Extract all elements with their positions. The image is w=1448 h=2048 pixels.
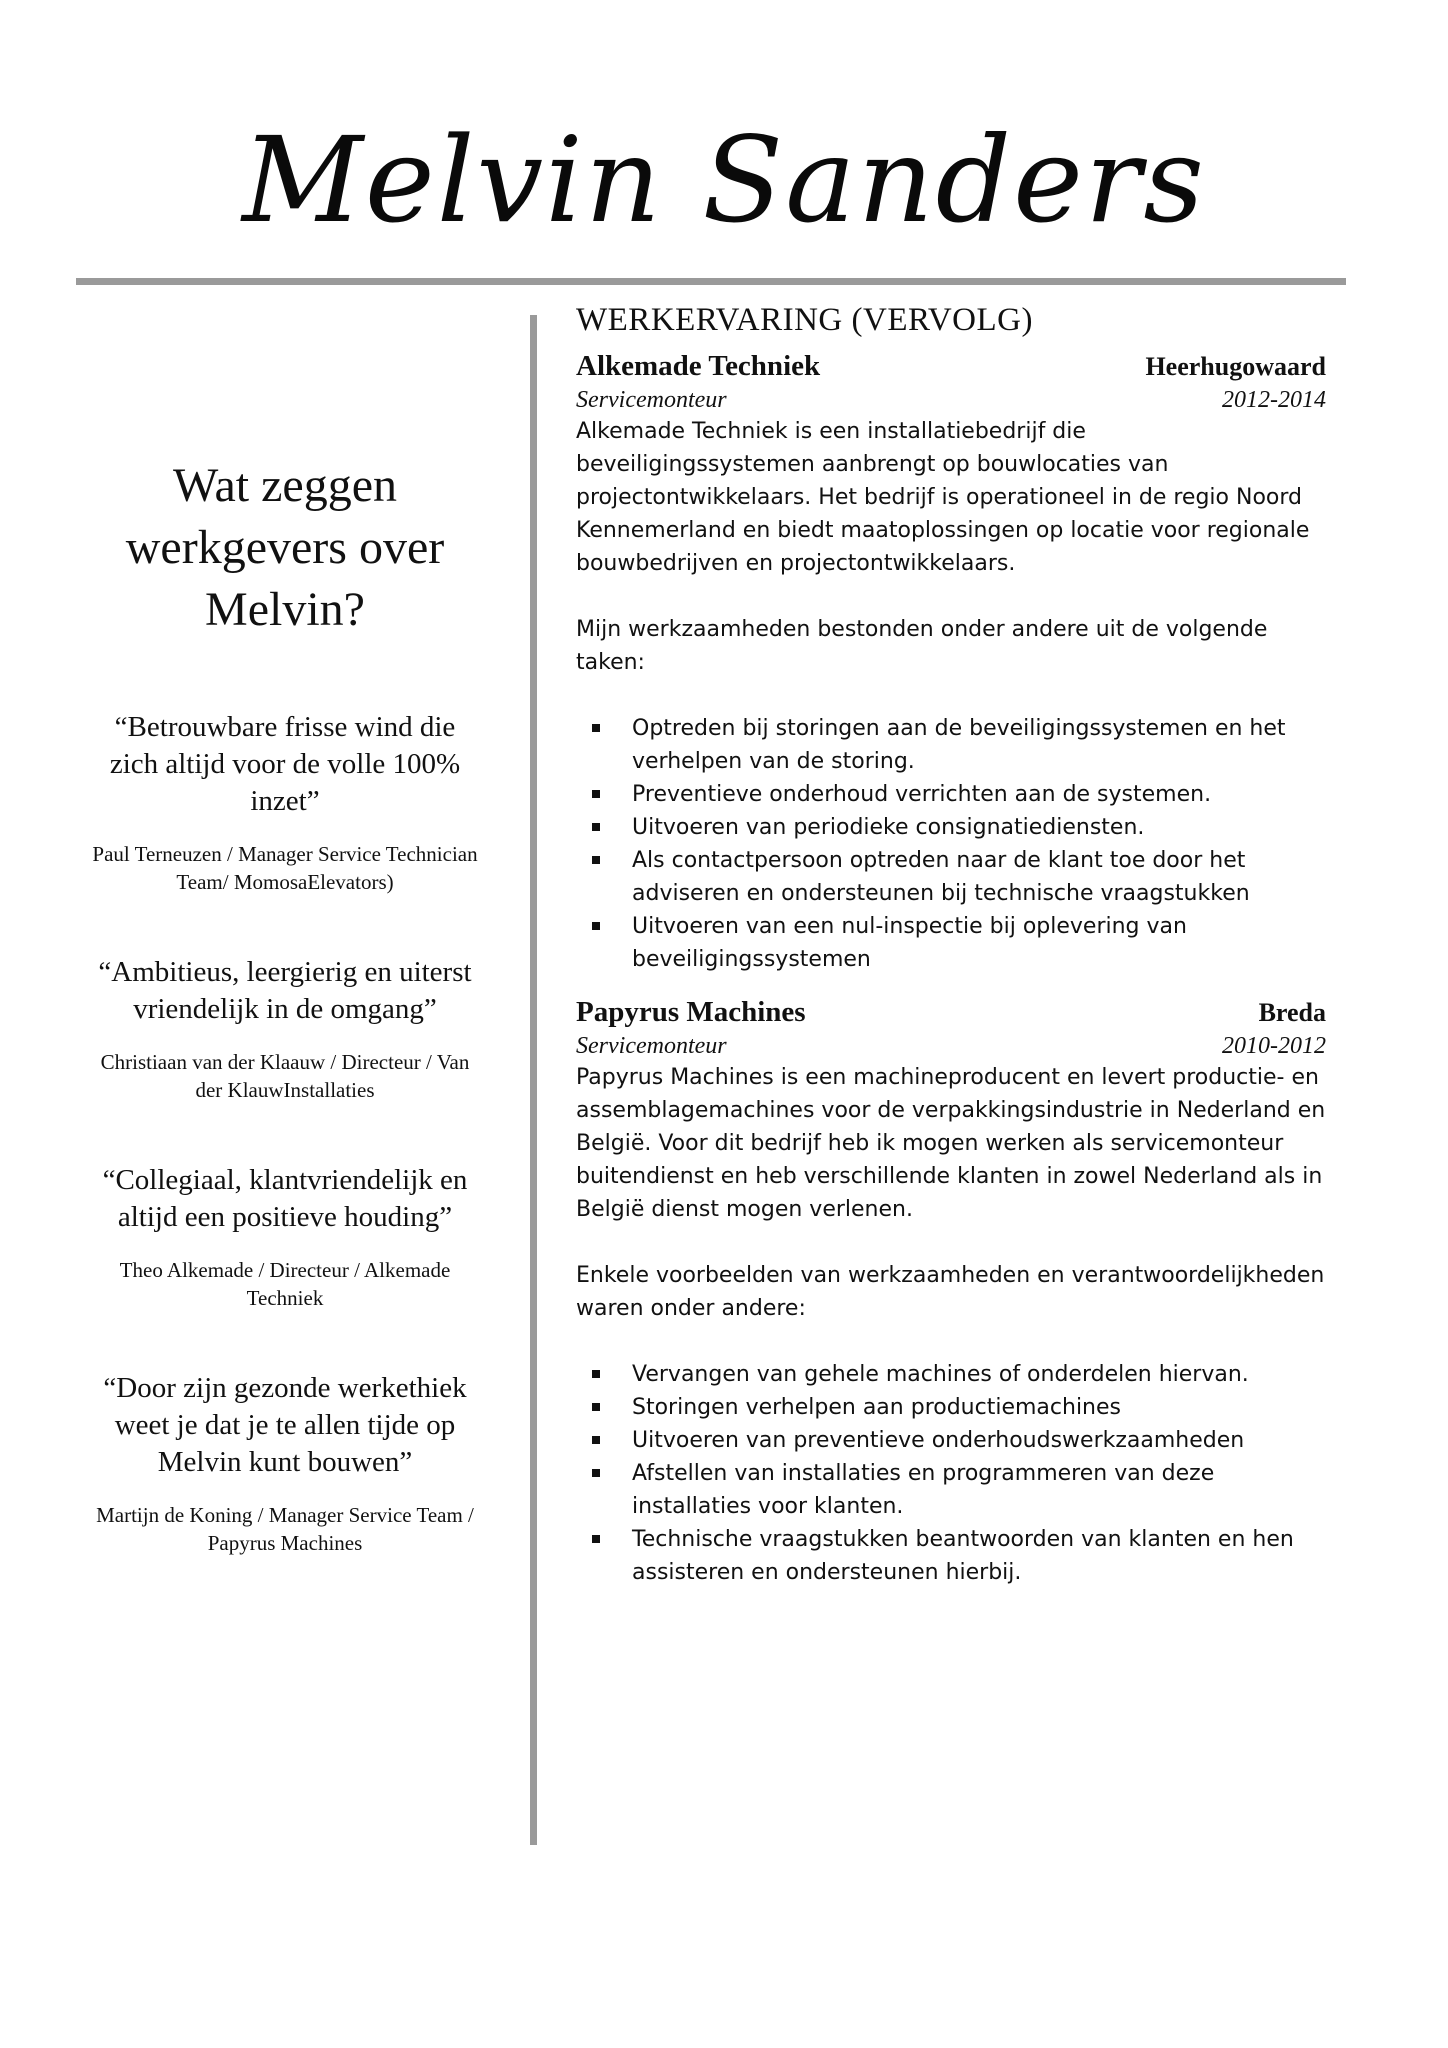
- list-item: Afstellen van installaties en programmeren van deze installaties voor klanten.: [576, 1457, 1326, 1523]
- column-divider: [530, 315, 537, 1845]
- company-name: Alkemade Techniek: [576, 350, 821, 382]
- job-period: 2010-2012: [1222, 1033, 1326, 1059]
- list-item: Uitvoeren van periodieke consignatiediensten.: [576, 811, 1326, 844]
- work-experience-column: [576, 298, 1326, 1607]
- testimonial-quote: “Door zijn gezonde werkethiek weet je dat je te allen tijde op Melvin kunt bouwen”: [103, 1372, 467, 1478]
- list-item: Uitvoeren van een nul-inspectie bij oplevering van beveiligingssystemen: [576, 910, 1326, 976]
- job-subheader: [576, 1031, 1326, 1061]
- section-title: WERKERVARING (VERVOLG): [576, 302, 1033, 338]
- job-tasks-intro: Enkele voorbeelden van werkzaamheden en verantwoordelijkheden waren onder andere:: [576, 1263, 1325, 1321]
- testimonial-author: Theo Alkemade / Directeur / Alkemade Techniek: [119, 1258, 451, 1310]
- job-subheader: [576, 385, 1326, 415]
- testimonials-column: [90, 455, 480, 1615]
- list-item: Storingen verhelpen aan productiemachines: [576, 1391, 1326, 1424]
- job-period: 2012-2014: [1222, 387, 1326, 413]
- job-entry: [576, 994, 1326, 1589]
- company-name: Papyrus Machines: [576, 996, 806, 1028]
- list-item: Optreden bij storingen aan de beveiligingssystemen en het verhelpen van de storing.: [576, 712, 1326, 778]
- job-entry: [576, 348, 1326, 976]
- testimonials-title: Wat zeggen werkgevers over Melvin?: [125, 459, 445, 636]
- list-item: Preventieve onderhoud verrichten aan de systemen.: [576, 778, 1326, 811]
- list-item: Technische vraagstukken beantwoorden van klanten en hen assisteren en ondersteunen hierbij.: [576, 1523, 1326, 1589]
- testimonial-author: Martijn de Koning / Manager Service Team / Papyrus Machines: [96, 1503, 474, 1555]
- testimonial-author: Paul Terneuzen / Manager Service Technician Team/ MomosaElevators): [92, 842, 478, 894]
- testimonial: [90, 1370, 480, 1557]
- testimonial-quote: “Collegiaal, klantvriendelijk en altijd een positieve houding”: [102, 1164, 468, 1233]
- job-location: Heerhugowaard: [1145, 352, 1326, 381]
- testimonial: [90, 954, 480, 1104]
- job-header: [576, 994, 1326, 1031]
- job-description: Alkemade Techniek is een installatiebedrijf die beveiligingssystemen aanbrengt op bouwlocaties van projectontwikkelaars. Het bedrijf is operationeel in de regio Noord Kennemerland en biedt maatoplossingen op locatie voor regionale bouwbedrijven en projectontwikkelaars.: [576, 419, 1310, 576]
- job-task-list: [576, 1358, 1326, 1589]
- testimonial: [90, 709, 480, 896]
- testimonial: [90, 1162, 480, 1312]
- list-item: Als contactpersoon optreden naar de klant toe door het adviseren en ondersteunen bij technische vraagstukken: [576, 844, 1326, 910]
- testimonial-quote: “Betrouwbare frisse wind die zich altijd voor de volle 100% inzet”: [109, 711, 461, 817]
- resume-name: Melvin Sanders: [242, 111, 1206, 249]
- job-header: [576, 348, 1326, 385]
- job-description: Papyrus Machines is een machineproducent en levert productie- en assemblagemachines voor de verpakkingsindustrie in Nederland en België. Voor dit bedrijf heb ik mogen werken als servicemonteur buitendienst en heb verschillende klanten in zowel Nederland als in België dienst mogen verlenen.: [576, 1065, 1326, 1222]
- job-role: Servicemonteur: [576, 1033, 727, 1059]
- job-task-list: [576, 712, 1326, 976]
- testimonial-quote: “Ambitieus, leergierig en uiterst vriendelijk in de omgang”: [98, 956, 472, 1025]
- job-role: Servicemonteur: [576, 387, 727, 413]
- job-tasks-intro: Mijn werkzaamheden bestonden onder andere uit de volgende taken:: [576, 617, 1268, 675]
- job-location: Breda: [1258, 998, 1326, 1027]
- list-item: Uitvoeren van preventieve onderhoudswerkzaamheden: [576, 1424, 1326, 1457]
- header-divider: [76, 278, 1346, 285]
- list-item: Vervangen van gehele machines of onderdelen hiervan.: [576, 1358, 1326, 1391]
- testimonial-author: Christiaan van der Klaauw / Directeur / Van der KlauwInstallaties: [100, 1050, 470, 1102]
